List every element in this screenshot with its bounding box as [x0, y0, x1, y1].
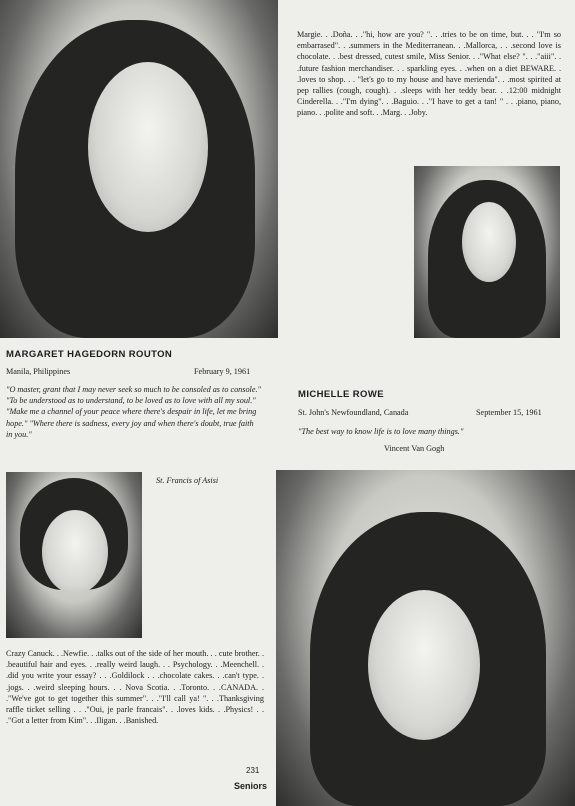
- portrait-michelle-large: [276, 470, 575, 806]
- michelle-name: MICHELLE ROWE: [298, 389, 384, 400]
- portrait-michelle-small: [6, 472, 142, 638]
- michelle-quote: "The best way to know life is to love many things.": [298, 427, 464, 436]
- page-number: 231: [246, 766, 260, 775]
- margaret-quote: "O master, grant that I may never seek so much to be consoled as to console." "To be understood as to understand, to be loved as to love with all my soul." "Make me a channel of your peace where there's despair in life, let me bring hope." "Where there is sadness, every joy and when there's doubt, true faith in you.": [6, 385, 261, 439]
- margaret-birthdate: February 9, 1961: [194, 367, 251, 376]
- margaret-name: MARGARET HAGEDORN ROUTON: [6, 349, 173, 360]
- michelle-write-up: Crazy Canuck. . .Newfie. . .talks out of the side of her mouth. . . cute brother. . .beautiful hair and eyes. . .really weird laugh. . . Psychology. . .Meenchell. . .did you write your essay? . . .Goldilock . . .chocolate cakes. . .can't type. . .jogs. . .weird sleeping hours. . . Nova Scotia. . .Toronto. . .CANADA. . ."We've got to get together this summer". . ."I'll call ya! ". . .Thanksgiving raffle ticket selling . . ."Oui, je parle francais". . .loves kids. . .Physics! . . ."Got a letter from Kim". . .Iligan. . .Banished.: [6, 649, 264, 726]
- michelle-birthdate: September 15, 1961: [476, 408, 542, 417]
- margaret-write-up: Margie. . .Doña. . ."hi, how are you? ". . .tries to be on time, but. . . "I'm so embarrased". . .summers in the Mediterranean. . .Mallorca, . . .second love is chocolate. . .best dressed, cutest smile, Miss Senior. . ."What else? ". . ."aiii". . .future fashion merchandiser. . . sparkling eyes. . .when on a diet BEWARE. . .loves to shop. . . "let's go to my house and have merienda". . .most spirited at pep rallies (cough, cough). . .sleeps with her teddy bear. . .12:00 midnight Cinderella. . ."I'm dying". . .Baguio. . ."I have to get a tan! " . . .piano, piano, piano. . .polite and soft. . .Marg. . .Joby.: [297, 30, 561, 118]
- margaret-birthplace: Manila, Philippines: [6, 367, 71, 376]
- michelle-birthplace: St. John's Newfoundland, Canada: [298, 408, 409, 417]
- michelle-quote-attribution: Vincent Van Gogh: [384, 444, 445, 453]
- portrait-margaret-large: [0, 0, 278, 338]
- portrait-margaret-small: [414, 166, 560, 338]
- margaret-quote-attribution: St. Francis of Asisi: [156, 476, 219, 485]
- section-label: Seniors: [234, 781, 268, 791]
